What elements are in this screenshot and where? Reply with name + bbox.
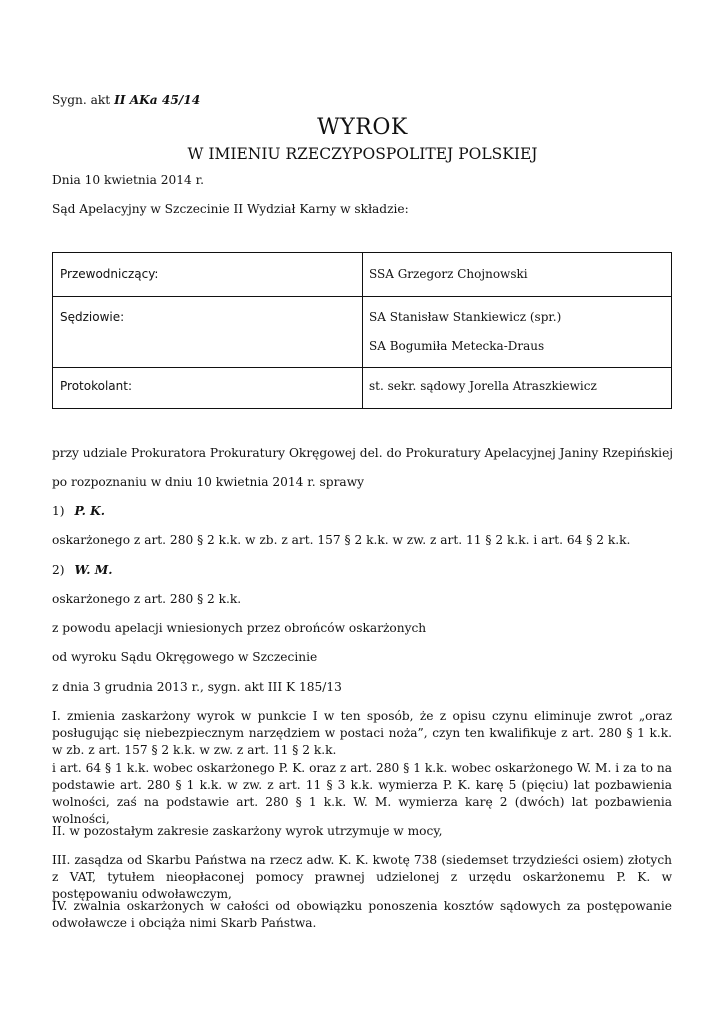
signature-value: II AKa 45/14 <box>114 93 201 107</box>
chair-value: SSA Grzegorz Chojnowski <box>369 267 528 281</box>
defendant-number: 2) <box>52 563 65 577</box>
defendant-name: W. M. <box>74 563 113 577</box>
defendant-number: 1) <box>52 504 65 518</box>
judge-name: SA Bogumiła Metecka-Draus <box>369 339 545 353</box>
defendant-heading <box>52 563 113 577</box>
defendant-charge: oskarżonego z art. 280 § 2 k.k. w zb. z art. 157 § 2 k.k. w zw. z art. 11 § 2 k.k. i art. 64 § 2 k.k. <box>52 533 631 547</box>
judgment-date: Dnia 10 kwietnia 2014 r. <box>52 173 205 187</box>
court-composition-table <box>52 252 672 409</box>
case-signature <box>52 93 200 107</box>
table-divider <box>53 367 671 368</box>
ruling-point-1: I. zmienia zaskarżony wyrok w punkcie I w ten sposób, że z opisu czynu eliminuje zwrot „oraz posługując się niebezpiecznym narzędziem w postaci noża”, czyn ten kwalifikuje z art. 280 § 1 k.k. w zb. z art. 157 § 2 k.k. w zw. z art. 11 § 2 k.k. <box>52 709 672 757</box>
ruling-point-3: III. zasądza od Skarbu Państwa na rzecz adw. K. K. kwotę 738 (siedemset trzydzieści osiem) złotych z VAT, tytułem nieopłaconej pomocy prawnej udzielonej z urzędu oskarżonemu P. K. w postępowaniu odwoławczym, <box>52 853 672 901</box>
table-divider <box>53 296 671 297</box>
chair-label: Przewodniczący: <box>60 267 159 281</box>
clerk-value: st. sekr. sądowy Jorella Atraszkiewicz <box>369 379 597 393</box>
defendant-charge: oskarżonego z art. 280 § 2 k.k. <box>52 592 242 606</box>
appeal-line: z powodu apelacji wniesionych przez obrońców oskarżonych <box>52 621 427 635</box>
judge-name: SA Stanisław Stankiewicz (spr.) <box>369 310 562 324</box>
defendant-name: P. K. <box>74 504 105 518</box>
signature-prefix: Sygn. akt <box>52 93 111 107</box>
ruling-point-2: II. w pozostałym zakresie zaskarżony wyrok utrzymuje w mocy, <box>52 824 443 838</box>
document-subtitle: W IMIENIU RZECZYPOSPOLITEJ POLSKIEJ <box>187 145 538 163</box>
prosecutor-line: przy udziale Prokuratora Prokuratury Okręgowej del. do Prokuratury Apelacyjnej Janiny Rzepińskiej <box>52 446 674 460</box>
court-composition-intro: Sąd Apelacyjny w Szczecinie II Wydział Karny w składzie: <box>52 202 409 216</box>
ruling-point-1-continued: i art. 64 § 1 k.k. wobec oskarżonego P. K. oraz z art. 280 § 1 k.k. wobec oskarżonego W. M. i za to na podstawie art. 280 § 1 k.k. w zw. z art. 11 § 3 k.k. wymierza P. K. karę 5 (pięciu) lat pozbawienia wolności, zaś na podstawie art. 280 § 1 k.k. W. M. wymierza karę 2 (dwóch) lat pozbawienia wolności, <box>52 761 672 826</box>
table-divider <box>362 253 363 408</box>
defendant-heading <box>52 504 105 518</box>
ruling-point-4: IV. zwalnia oskarżonych w całości od obowiązku ponoszenia kosztów sądowych za postępowanie odwoławcze i obciąża nimi Skarb Państwa. <box>52 899 672 930</box>
hearing-line: po rozpoznaniu w dniu 10 kwietnia 2014 r. sprawy <box>52 475 365 489</box>
clerk-label: Protokolant: <box>60 379 132 393</box>
document-title: WYROK <box>317 115 408 140</box>
source-judgment-date: z dnia 3 grudnia 2013 r., sygn. akt III K 185/13 <box>52 680 342 694</box>
source-judgment-line: od wyroku Sądu Okręgowego w Szczecinie <box>52 650 318 664</box>
judges-label: Sędziowie: <box>60 310 125 324</box>
